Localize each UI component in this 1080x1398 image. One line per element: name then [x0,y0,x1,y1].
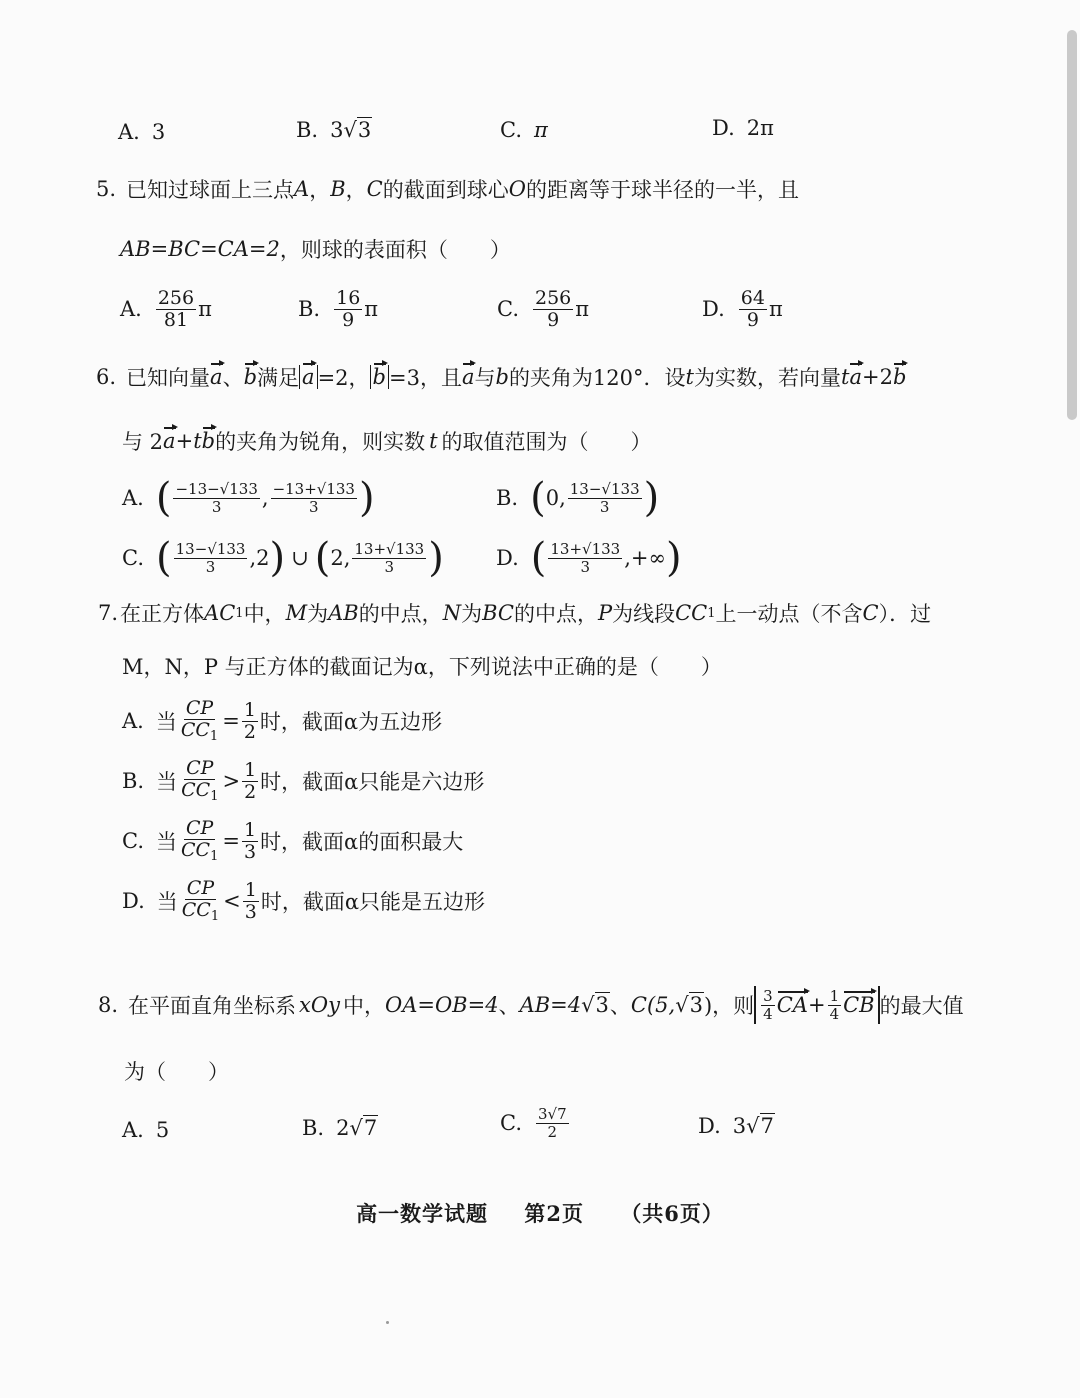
footer-total: （共6页） [620,1201,724,1226]
scrollbar[interactable] [1067,30,1077,420]
q8-option-c: C. $\frac{3√7}{2}$ [500,1105,567,1141]
vector-b: b [243,365,258,389]
speck [386,1321,389,1324]
footer-page: 第2页 [524,1201,584,1226]
q8-stem-line1: 8. 在平面直角坐标系 xOy 中， OA=OB=4 、 AB=4 √3 、 C(5, √3 )，则 $\frac{3}{4}$ CA + $\frac{1}{4}$ CB 的最大值 [98,987,964,1023]
q7-stem-line1: 7. 在正方体 AC 1 中， M 为 AB 的中点， N 为 BC 的中点， P 为线段 CC 1 上一动点（不含 C ）．过 [98,601,932,626]
q4-option-b: B. 3 √3 [296,118,372,142]
q4-option-c: C. π [500,118,548,142]
q8-option-b: B. 2 √7 [302,1116,378,1140]
vector-a: a [210,365,223,389]
q7-option-b: B. 当 $\frac{CP}{CC_1}$ > $\frac{1}{2}$ 时，截面α只能是六边形 [122,757,485,804]
footer-title: 高一数学试题 [356,1201,489,1226]
vector-magnitude: $\frac{3}{4}$ CA + $\frac{1}{4}$ CB [754,986,879,1024]
q6-option-d: D. ( $\frac{13+√133}{3}$ ,+∞ ) [496,535,682,581]
q5-option-b: B. $\frac{16}{9}$ π [298,287,379,331]
q5-stem-line2: AB=BC=CA=2 ，则球的表面积（ ） [120,237,511,262]
q5-option-a: A. $\frac{256}{81}$ π [120,287,212,331]
q8-stem-line2: 为（ ） [124,1060,229,1084]
q6-stem-line1: 6. 已知向量 a 、 b 满足 a =2， b =3，且 a 与 b 的夹角为120°．设 t 为实数，若向量 t a +2 b [96,365,907,390]
q6-option-a: A. ( $\frac{-13-√133}{3}$ , $\frac{-13+√133}{3}$ ) [122,475,375,521]
sqrt-symbol: √3 [343,118,372,142]
q4-option-a: A. 3 [118,120,166,144]
q8-option-a: A. 5 [122,1118,170,1142]
q6-option-c: C. ( $\frac{13-√133}{3}$ ,2 ) ∪ ( 2, $\frac{13+√133}{3}$ ) [122,535,444,581]
q6-option-b: B. ( 0, $\frac{13-√133}{3}$ ) [496,475,660,521]
q7-option-c: C. 当 $\frac{CP}{CC_1}$ = $\frac{1}{3}$ 时，截面α的面积最大 [122,817,464,864]
q7-option-d: D. 当 $\frac{CP}{CC_1}$ < $\frac{1}{3}$ 时，截面α只能是五边形 [122,877,486,924]
q5-stem-line1: 5. 已知过球面上三点 A ， B ， C 的截面到球心 O 的距离等于球半径的一半，且 [96,177,799,202]
q6-stem-line2: 与 2 a + t b 的夹角为锐角，则实数 t 的取值范围为（ ） [122,429,652,454]
q4-option-d: D. 2π [712,116,774,140]
q8-option-d: D. 3 √7 [698,1114,774,1138]
q5-option-c: C. $\frac{256}{9}$ π [497,287,590,331]
q7-option-a: A. 当 $\frac{CP}{CC_1}$ = $\frac{1}{2}$ 时，截面α为五边形 [122,697,443,744]
page-footer [0,1198,1080,1228]
q7-stem-line2: M，N，P 与正方体的截面记为α，下列说法中正确的是（ ） [122,655,722,679]
q5-option-d: D. $\frac{64}{9}$ π [702,287,783,331]
